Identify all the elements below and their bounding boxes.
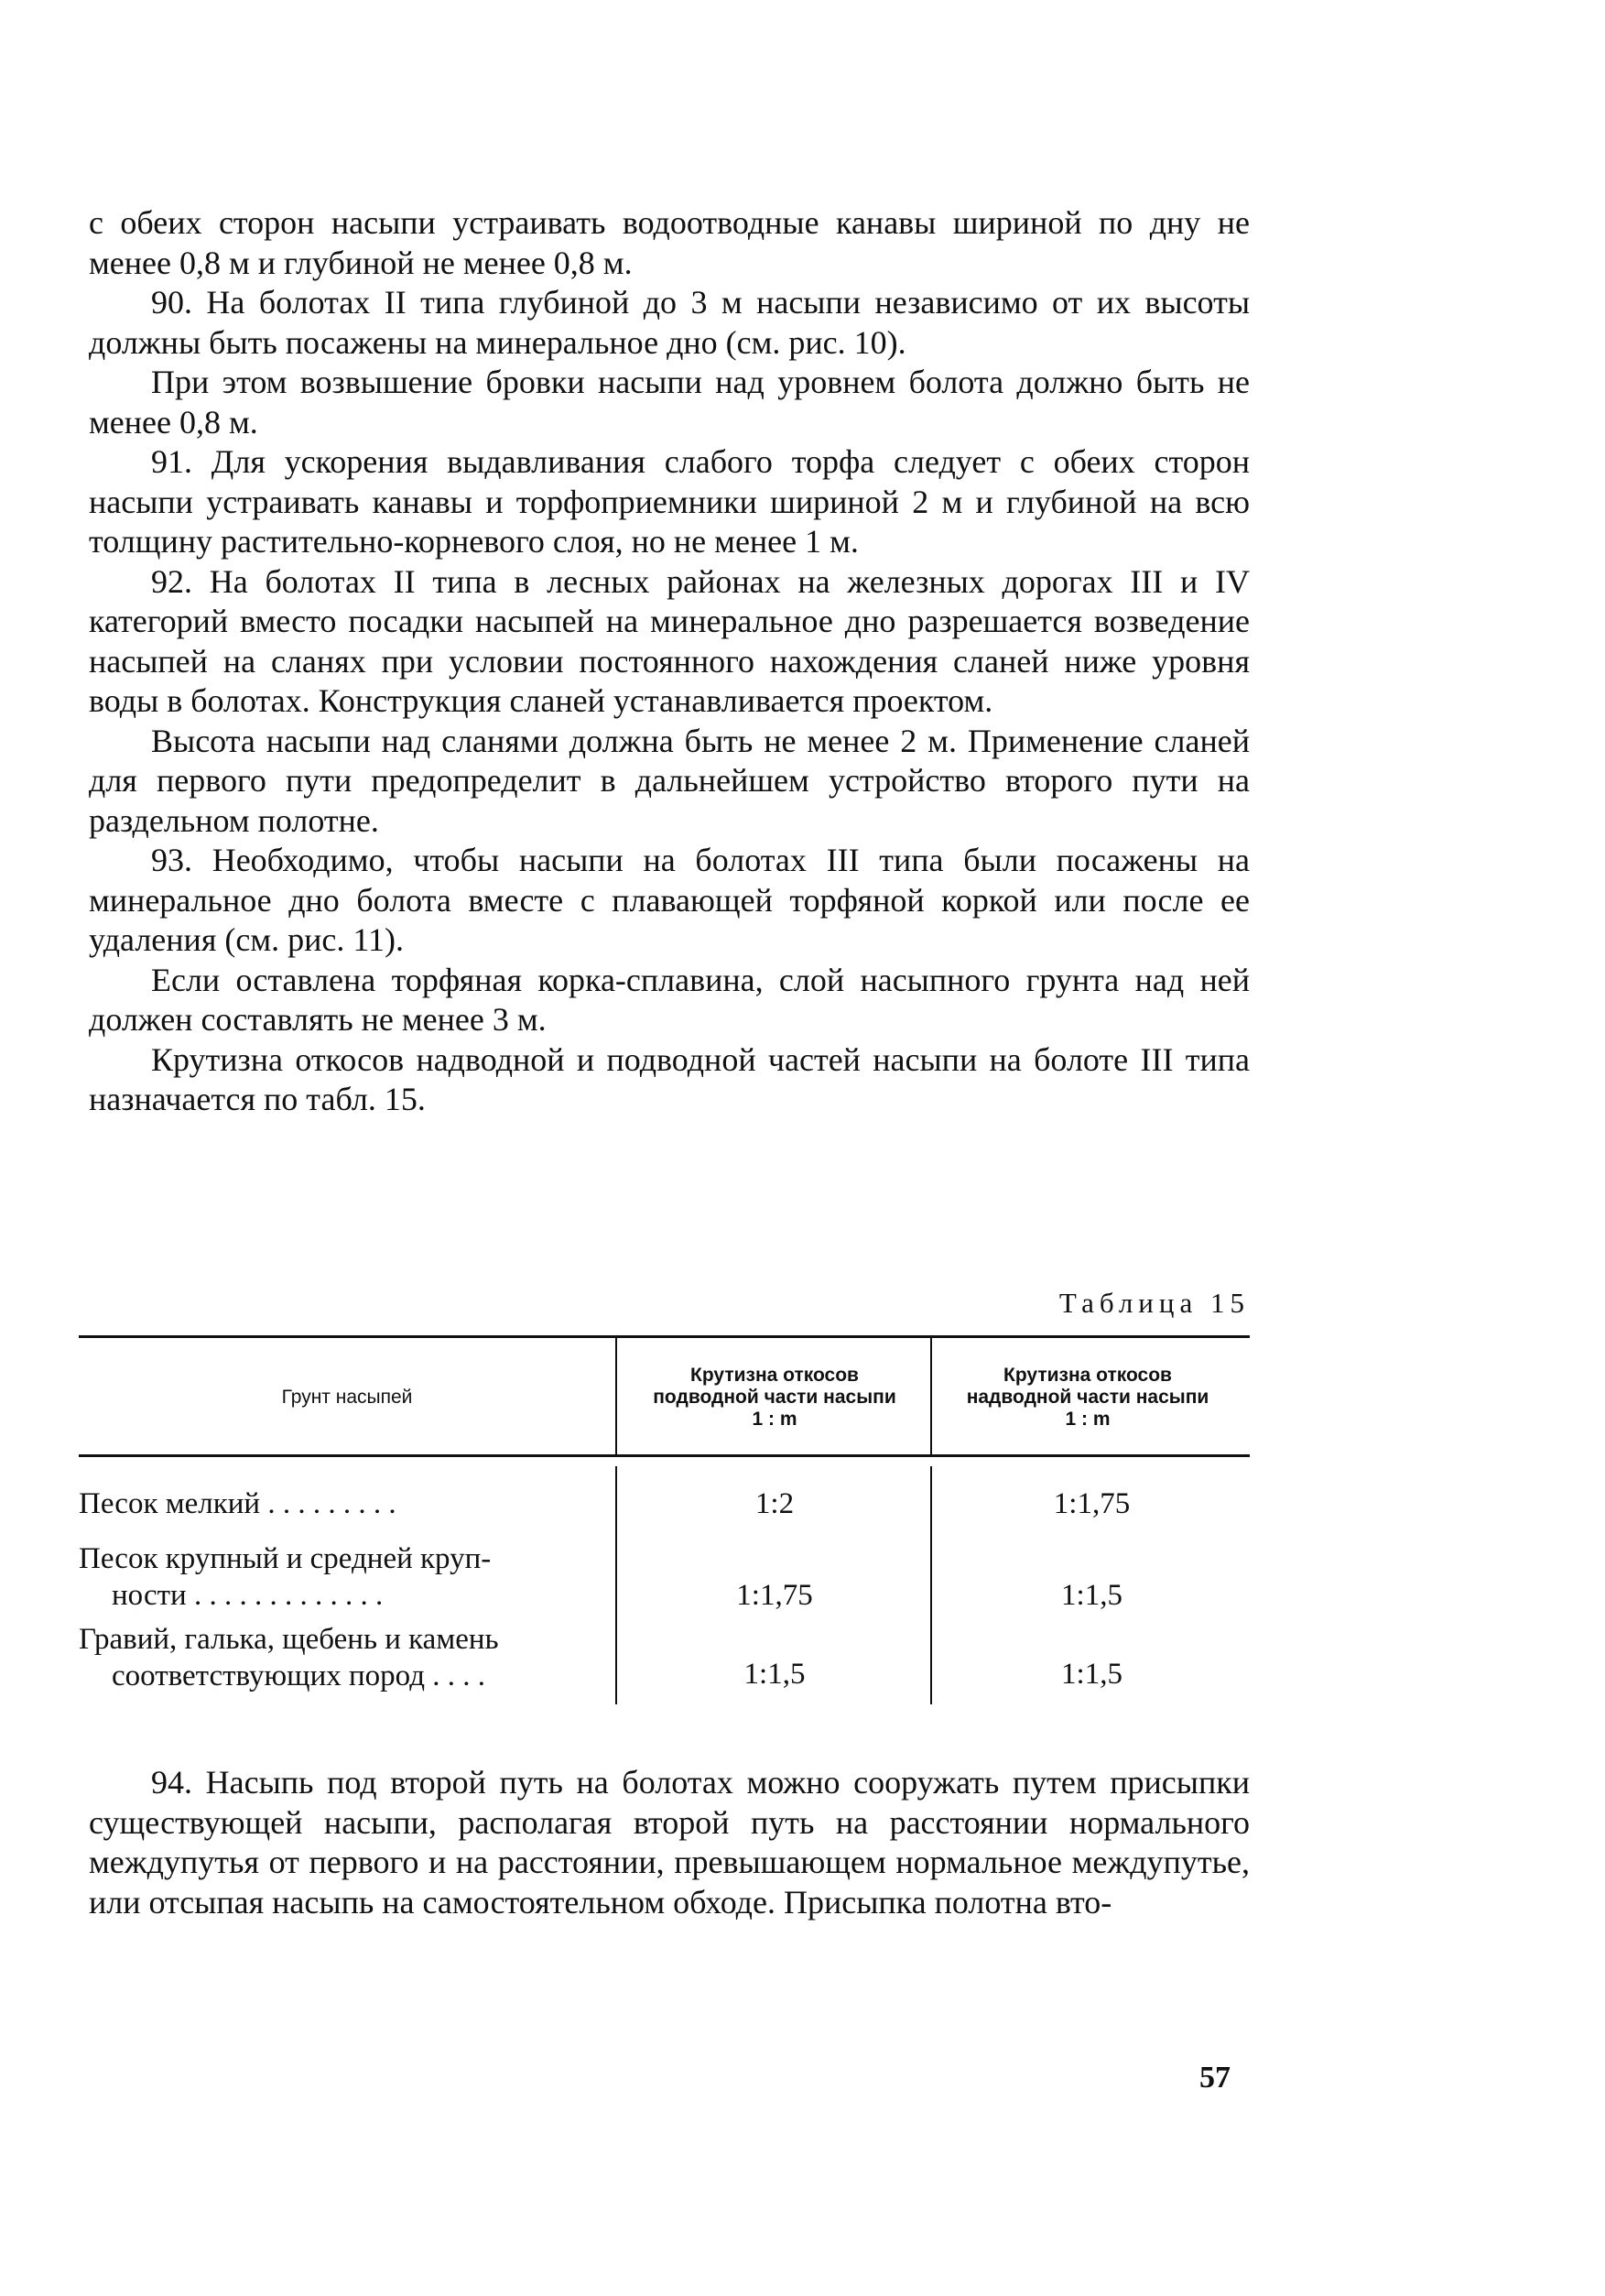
row-soil-label: Песок крупный и средней круп- [79,1542,492,1575]
table-row [79,1540,615,1614]
paragraph-93-note: Если оставлена торфяная корка-сплавина, слой насыпного грунта над ней должен составлять не менее 3 м. [89,961,1250,1038]
paragraph-91: 91. Для ускорения выдавливания слабого торфа следует с обеих сторон насыпи устраивать канавы и торфоприемники шириной 2 м и глубиной на всю толщину растительно-корневого слоя, но не менее 1 м. [89,443,1250,560]
paragraph-92-note: Высота насыпи над сланями должна быть не менее 2 м. Применение сланей для первого пути предопределит в дальнейшем устройство второго пути на раздельном полотне. [89,722,1250,839]
table-row [79,1485,615,1522]
paragraph-94: 94. Насыпь под второй путь на болотах можно сооружать путем присыпки существующей насыпи, располагая второй путь на расстоянии нормального междупутья от первого и на расстоянии, превышающем нормальное междупутье, или отсыпая насыпь на самостоятельном обходе. Присыпка полотна вто- [89,1764,1250,1921]
table-row [79,1621,615,1694]
row-underwater-value: 1:2 [754,1487,795,1520]
row-abovewater-value: 1:1,5 [1061,1579,1122,1612]
row-underwater-value: 1:1,5 [743,1658,806,1691]
page-number: 57 [1199,2061,1231,2095]
row-soil-label-continued: соответствующих пород . . . . [112,1659,485,1692]
row-soil-label: Песок мелкий . . . . . . . . . [79,1487,396,1520]
row-abovewater-value: 1:1,75 [1053,1487,1131,1520]
body-text [89,203,1250,1120]
paragraph-92: 92. На болотах II типа в лесных районах на железных дорогах III и IV категорий вместо посадки насыпей на минеральное дно разрешается возведение насыпей на сланях при условии постоянного нахождения сланей ниже уровня воды в болотах. Конструкция сланей устанавливается проектом. [89,562,1250,719]
row-underwater-value: 1:1,75 [736,1579,813,1612]
table-vline-2-body [930,1466,932,1704]
table-vline-1-header [615,1338,617,1454]
paragraph-93: 93. Необходимо, чтобы насыпи на болотах III типа были посажены на минеральное дно болота вместе с плавающей торфяной коркой или после ее удаления (см. рис. 11). [89,842,1250,958]
paragraph-continuation: с обеих сторон насыпи устраивать водоотводные канавы шириной по дну не менее 0,8 м и глубиной не менее 0,8 м. [89,204,1250,281]
row-soil-label: Гравий, галька, щебень и камень [79,1623,499,1656]
paragraph-90-note: При этом возвышение бровки насыпи над уровнем болота должно быть не менее 0,8 м. [89,364,1250,441]
header-underwater-slope: Крутизна откосов подводной части насыпи 1 : m [653,1365,896,1430]
table-vline-1-body [615,1466,617,1704]
table-vline-2-header [930,1338,932,1454]
body-text-after-table [89,1763,1250,1922]
table-caption: Таблица 15 [1058,1287,1250,1319]
table-header-rule [79,1454,1250,1457]
table-top-rule [79,1335,1250,1338]
header-abovewater-slope: Крутизна откосов надводной части насыпи 1 : m [966,1365,1209,1430]
paragraph-93-slope: Крутизна откосов надводной и подводной частей насыпи на болоте III типа назначается по табл. 15. [89,1040,1250,1117]
row-soil-label-continued: ности . . . . . . . . . . . . . [112,1579,384,1612]
header-soil: Грунт насыпей [281,1387,413,1408]
paragraph-90: 90. На болотах II типа глубиной до 3 м насыпи независимо от их высоты должны быть посажены на минеральное дно (см. рис. 10). [89,284,1250,361]
row-abovewater-value: 1:1,5 [1061,1658,1122,1691]
